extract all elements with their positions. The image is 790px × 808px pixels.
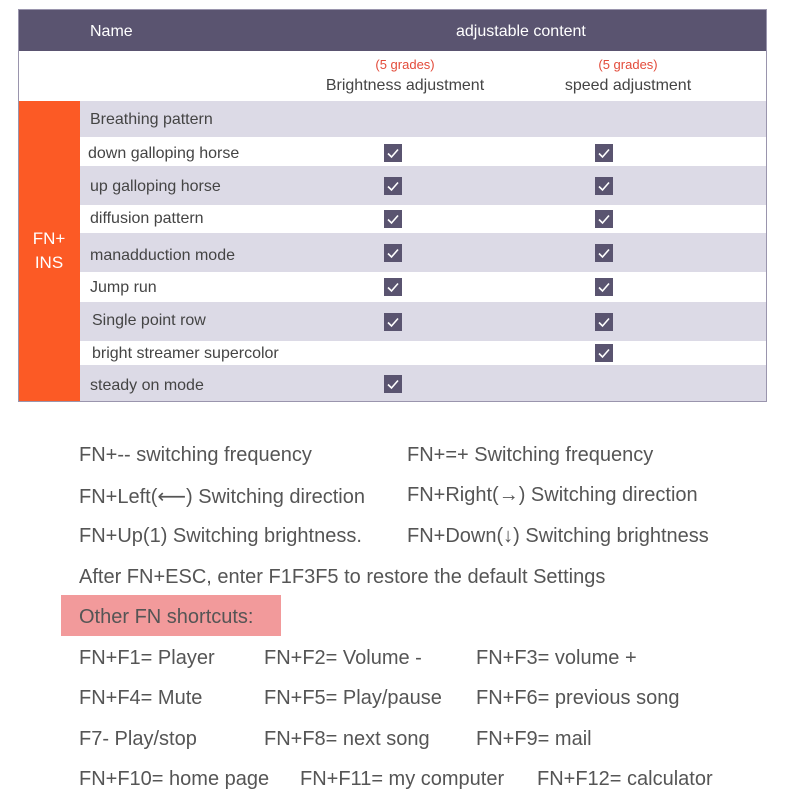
mode-name: down galloping horse (88, 145, 240, 162)
shortcut-f6: FN+F6= previous song (476, 687, 680, 709)
brightness-checkbox-checked-icon (384, 210, 402, 228)
brightness-checkbox-checked-icon (384, 177, 402, 195)
shortcut-f7: F7- Play/stop (79, 728, 197, 750)
brightness-checkbox-checked-icon (384, 375, 402, 393)
mode-name: Jump run (90, 279, 157, 296)
mode-name: diffusion pattern (90, 210, 204, 227)
other-shortcuts-title: Other FN shortcuts: (79, 606, 254, 628)
mode-name: Breathing pattern (90, 111, 213, 128)
shortcut-f12: FN+F12= calculator (537, 768, 713, 790)
table-row (80, 272, 766, 302)
mode-name: up galloping horse (90, 178, 221, 195)
table-row (80, 139, 766, 166)
shortcut-f1: FN+F1= Player (79, 647, 215, 669)
speed-grades: (5 grades) (598, 57, 658, 72)
shortcut-dir-left: FN+Left(⟵) Switching direction (79, 486, 365, 508)
brightness-column-header (315, 57, 495, 97)
table-row (80, 166, 766, 205)
brightness-checkbox-checked-icon (384, 278, 402, 296)
shortcut-restore-defaults: After FN+ESC, enter F1F3F5 to restore the default Settings (79, 566, 606, 588)
table-row (80, 233, 766, 272)
speed-checkbox-checked-icon (595, 313, 613, 331)
speed-checkbox-checked-icon (595, 144, 613, 162)
speed-label: speed adjustment (564, 77, 692, 94)
header-name: Name (90, 23, 133, 40)
shortcut-dir-right: FN+Right(→) Switching direction (407, 484, 698, 506)
shortcut-freq-down: FN+-- switching frequency (79, 444, 312, 466)
table-row (80, 205, 766, 233)
shortcut-f10: FN+F10= home page (79, 768, 270, 790)
shortcut-f4: FN+F4= Mute (79, 687, 203, 709)
speed-checkbox-checked-icon (595, 177, 613, 195)
speed-checkbox-checked-icon (595, 244, 613, 262)
shortcut-f5: FN+F5= Play/pause (264, 687, 442, 709)
shortcut-bright-up: FN+Up(1) Switching brightness. (79, 525, 362, 547)
speed-checkbox-checked-icon (595, 210, 613, 228)
shortcut-f8: FN+F8= next song (264, 728, 430, 750)
fn-ins-label: FN+ INS (32, 229, 66, 272)
brightness-checkbox-checked-icon (384, 313, 402, 331)
fn-ins-key-cell (19, 101, 80, 402)
mode-name: steady on mode (90, 377, 204, 394)
table-row (80, 302, 766, 341)
brightness-label: Brightness adjustment (325, 77, 485, 94)
shortcut-f9: FN+F9= mail (476, 728, 592, 750)
shortcut-bright-down: FN+Down(↓) Switching brightness (407, 525, 709, 547)
mode-name: Single point row (92, 312, 206, 329)
speed-checkbox-checked-icon (595, 344, 613, 362)
table-row (80, 101, 766, 137)
brightness-checkbox-checked-icon (384, 144, 402, 162)
brightness-checkbox-checked-icon (384, 244, 402, 262)
header-adjustable-content: adjustable content (456, 23, 586, 40)
shortcut-f3: FN+F3= volume + (476, 647, 637, 669)
lighting-mode-table (18, 9, 767, 402)
speed-column-header (538, 57, 718, 97)
speed-checkbox-checked-icon (595, 278, 613, 296)
shortcut-f2: FN+F2= Volume - (264, 647, 422, 669)
mode-name: bright streamer supercolor (92, 345, 279, 362)
shortcut-freq-up: FN+=+ Switching frequency (407, 444, 654, 466)
brightness-grades: (5 grades) (375, 57, 435, 72)
table-row (80, 341, 766, 365)
table-header (19, 10, 766, 51)
mode-name: manadduction mode (90, 247, 235, 264)
table-row (80, 365, 766, 402)
shortcut-f11: FN+F11= my computer (300, 768, 505, 790)
